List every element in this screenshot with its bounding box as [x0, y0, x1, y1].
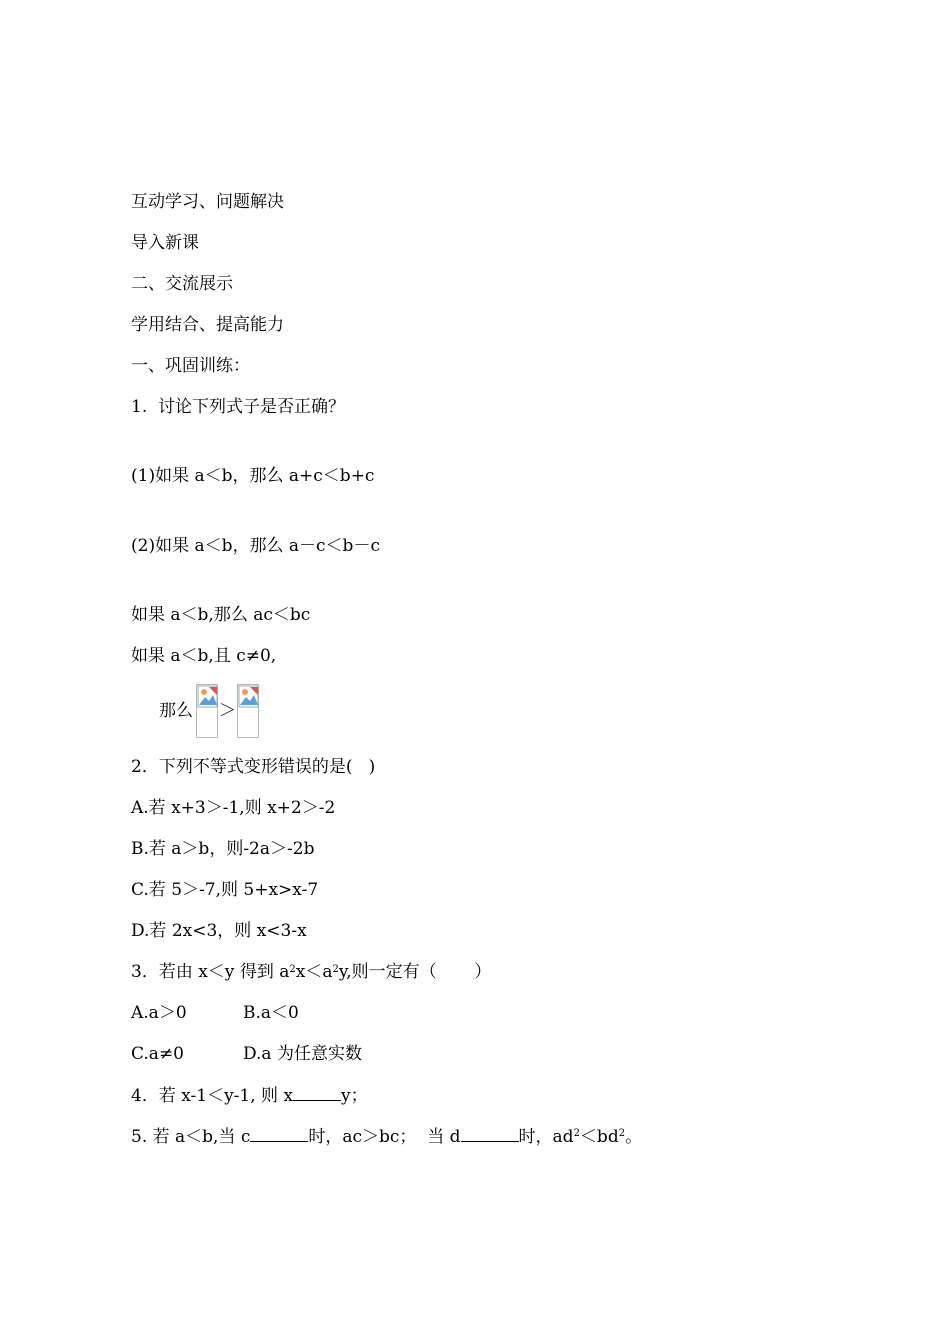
heading-apply: 学用结合、提高能力 [131, 315, 284, 335]
broken-image-icon [196, 684, 218, 738]
q1-part5-operator: ＞ [219, 701, 236, 721]
answer-blank[interactable] [461, 1125, 519, 1142]
heading-practice: 一、巩固训练： [131, 356, 250, 376]
q2-option-c: C.若 5＞-7,则 5+x>x-7 [131, 880, 319, 900]
heading-intro: 导入新课 [131, 233, 199, 253]
q1-title: 1. 讨论下列式子是否正确？ [131, 397, 346, 417]
q1-part2: (2)如果 a＜b，那么 a－c＜b－c [131, 536, 380, 556]
broken-image-icon [237, 684, 259, 738]
q1-part3: 如果 a＜b,那么 ac＜bc [131, 605, 311, 625]
q1-part4: 如果 a＜b,且 c≠0, [131, 646, 277, 666]
answer-blank[interactable] [293, 1084, 341, 1101]
q5-text: 5. 若 a＜b,当 c 时，ac＞bc； 当 d 时，$ad^2<bd^2$。 [131, 1127, 643, 1147]
q2-option-b: B.若 a＞b，则-2a＞-2b [131, 839, 315, 859]
q2-option-d: D.若 2x<3，则 x<3-x [131, 921, 307, 941]
q1-part5-prefix: 那么 [159, 701, 193, 721]
answer-blank[interactable] [250, 1125, 308, 1142]
q2-title: 2．下列不等式变形错误的是( ) [131, 757, 376, 777]
q4-text: 4．若 x-1＜y-1, 则 x y； [131, 1086, 368, 1106]
q1-part1: (1)如果 a＜b，那么 a+c＜b+c [131, 466, 375, 486]
q3-option-d: D.a 为任意实数 [243, 1044, 362, 1064]
q3-title: 3．若由 x＜y 得到 $a^2x<a^2y$,则一定有（ ） [131, 962, 492, 982]
q2-option-a: A.若 x+3＞-1,则 x+2＞-2 [131, 798, 336, 818]
q3-option-c: C.a≠0 [131, 1044, 185, 1064]
q3-option-a: A.a＞0 [131, 1003, 187, 1023]
heading-interactive-learning: 互动学习、问题解决 [131, 192, 284, 212]
q3-option-b: B.a＜0 [243, 1003, 299, 1023]
heading-exchange: 二、交流展示 [131, 274, 233, 294]
